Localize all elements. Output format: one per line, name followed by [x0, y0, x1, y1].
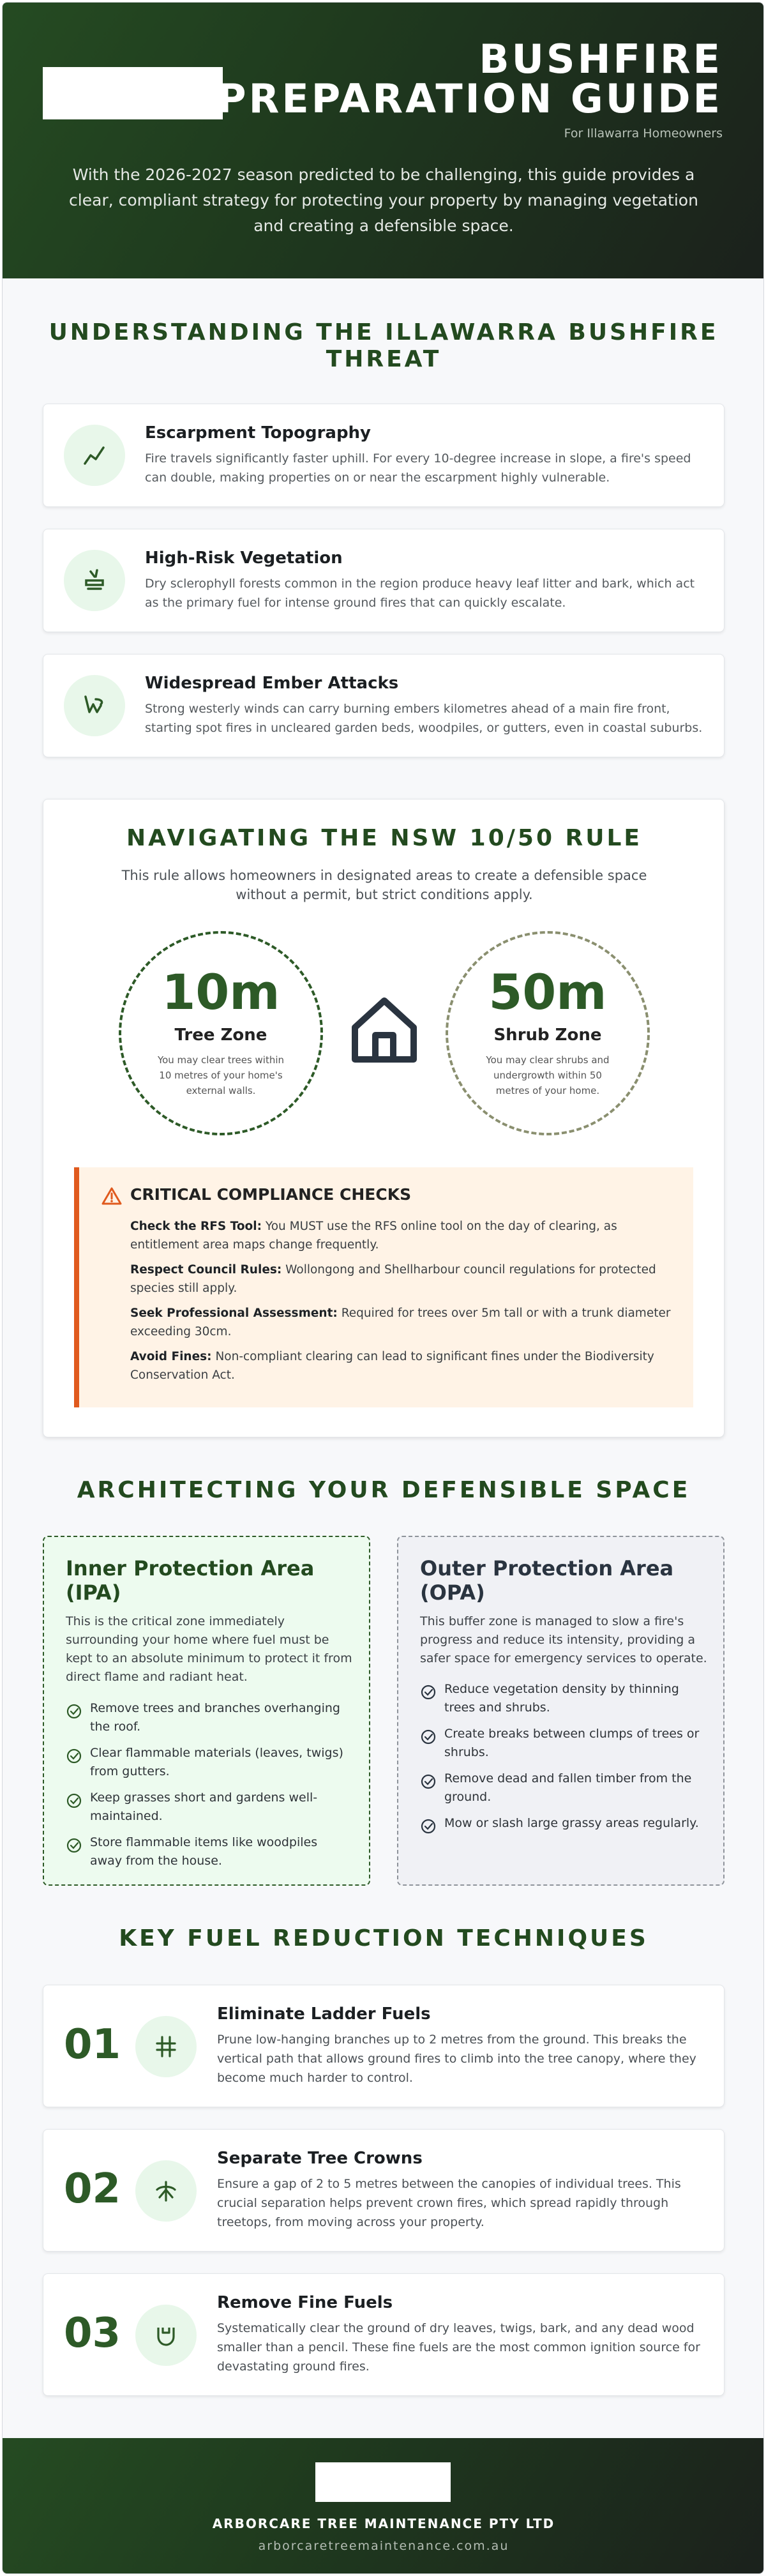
check-circle-icon	[420, 1773, 437, 1790]
plant-pot-icon	[64, 550, 125, 611]
ipa-description: This is the critical zone immediately surrounding your home where fuel must be kept to an absolute minimum to protect it from direct flame and radiant heat.	[66, 1614, 352, 1684]
threat-card-text: Strong westerly winds can carry burning embers kilometres ahead of a main fire front, starting spot fires in uncleared garden beds, woodpiles, or gutters, even in coastal suburbs.	[145, 702, 703, 735]
tree-split-icon	[135, 2160, 197, 2222]
technique-text: Ensure a gap of 2 to 5 metres between the canopies of individual trees. This crucial separation helps prevent crown fires, which spread rapidly through treetops, from moving across your property.	[217, 2177, 681, 2229]
ipa-title: Inner Protection Area (IPA)	[66, 1556, 315, 1605]
threat-card	[43, 404, 725, 507]
opa-list-item: Mow or slash large grassy areas regularly.	[444, 1816, 699, 1830]
techniques-section-title: KEY FUEL REDUCTION TECHNIQUES	[119, 1925, 649, 1951]
rule-intro: This rule allows homeowners in designated areas to create a defensible space without a permit, but strict conditions apply.	[121, 868, 647, 902]
opa-list-item: Remove dead and fallen timber from the ground.	[444, 1771, 692, 1804]
threat-card-text: Dry sclerophyll forests common in the region produce heavy leaf litter and bark, which act as the primary fuel for intense ground fires that can quickly escalate.	[145, 577, 695, 610]
threat-card	[43, 529, 725, 632]
bucket-icon	[135, 2305, 197, 2366]
defensible-section-title: ARCHITECTING YOUR DEFENSIBLE SPACE	[77, 1477, 691, 1503]
inner-protection-area	[43, 1536, 370, 1886]
tree-zone-name: Tree Zone	[174, 1026, 267, 1045]
ipa-list-item: Keep grasses short and gardens well-maintained.	[90, 1791, 318, 1823]
compliance-item-label: Avoid Fines:	[130, 1350, 212, 1363]
opa-list-item: Create breaks between clumps of trees or shrubs.	[444, 1727, 700, 1759]
compliance-item	[130, 1217, 679, 1254]
compliance-item	[130, 1347, 679, 1384]
compliance-item-label: Check the RFS Tool:	[130, 1220, 262, 1233]
ipa-list-item: Remove trees and branches overhanging the roof.	[90, 1701, 340, 1734]
shrub-zone-number: 50m	[488, 964, 607, 1020]
technique-text: Prune low-hanging branches up to 2 metres from the ground. This breaks the vertical path that allows ground fires to climb into the tree canopy, where they become much harder to control.	[217, 2033, 696, 2085]
check-circle-icon	[66, 1837, 82, 1854]
check-circle-icon	[66, 1703, 82, 1720]
company-logo	[43, 67, 223, 119]
check-circle-icon	[420, 1684, 437, 1701]
ipa-list-item: Clear flammable materials (leaves, twigs) from gutters.	[90, 1746, 343, 1778]
compliance-title: CRITICAL COMPLIANCE CHECKS	[130, 1185, 412, 1204]
footer-company-name: ARBORCARE TREE MAINTENANCE PTY LTD	[212, 2516, 555, 2531]
shrub-zone-desc: You may clear shrubs and undergrowth within 50 metres of your home.	[486, 1054, 610, 1096]
compliance-box	[74, 1167, 693, 1407]
footer-logo	[315, 2462, 451, 2502]
compliance-item-text: Wollongong and Shellharbour council regulations for protected species still apply.	[130, 1263, 656, 1295]
opa-description: This buffer zone is managed to slow a fire's progress and reduce its intensity, providing a safer space for emergency services to operate.	[420, 1614, 707, 1665]
tree-zone-desc: You may clear trees within 10 metres of your home's external walls.	[157, 1054, 285, 1096]
tree-zone-circle	[119, 931, 323, 1135]
check-circle-icon	[66, 1792, 82, 1809]
threat-card-text: Fire travels significantly faster uphill. For every 10-degree increase in slope, a fire's speed can double, making properties on or near the escarpment highly vulnerable.	[145, 451, 691, 485]
technique-card	[43, 2273, 725, 2396]
compliance-item-text: You MUST use the RFS online tool on the day of clearing, as entitlement area maps change frequently.	[130, 1220, 617, 1252]
compliance-item	[130, 1304, 679, 1341]
threat-section-title: UNDERSTANDING THE ILLAWARRA BUSHFIRE THREAT	[49, 319, 719, 372]
check-circle-icon	[420, 1729, 437, 1745]
wind-icon	[64, 675, 125, 736]
opa-list-item: Reduce vegetation density by thinning trees and shrubs.	[444, 1682, 679, 1715]
opa-title: Outer Protection Area (OPA)	[420, 1556, 674, 1605]
warning-icon	[101, 1186, 123, 1206]
technique-number: 01	[64, 2021, 121, 2068]
shrub-zone-name: Shrub Zone	[493, 1026, 602, 1045]
check-circle-icon	[66, 1748, 82, 1764]
technique-title: Separate Tree Crowns	[217, 2149, 423, 2168]
hero-header	[3, 3, 764, 278]
technique-card	[43, 2129, 725, 2252]
page-subtitle: For Illawarra Homeowners	[564, 126, 723, 140]
rule-section-title: NAVIGATING THE NSW 10/50 RULE	[126, 825, 643, 851]
ipa-list-item: Store flammable items like woodpiles away from the house.	[90, 1835, 318, 1868]
technique-title: Remove Fine Fuels	[217, 2293, 393, 2312]
house-icon	[346, 992, 423, 1068]
intro-description: With the 2026-2027 season predicted to be challenging, this guide provides a clear, compliant strategy for protecting your property by managing vegetation and creating a defensible space.	[69, 165, 698, 235]
check-circle-icon	[420, 1818, 437, 1835]
shrub-zone-circle	[446, 931, 650, 1135]
title-line-2: PREPARATION GUIDE	[217, 75, 723, 122]
threat-card-title: Widespread Ember Attacks	[145, 674, 399, 693]
threat-card-title: Escarpment Topography	[145, 423, 372, 443]
title-line-1: BUSHFIRE	[479, 36, 723, 82]
page-title	[217, 36, 723, 122]
page-footer	[3, 2438, 764, 2574]
outer-protection-area	[397, 1536, 725, 1886]
compliance-item-label: Seek Professional Assessment:	[130, 1307, 338, 1320]
footer-website-link[interactable]: arborcaretreemaintenance.com.au	[258, 2539, 509, 2553]
page-frame	[2, 2, 764, 2574]
tree-zone-number: 10m	[161, 964, 280, 1020]
compliance-item-text: Required for trees over 5m tall or with a trunk diameter exceeding 30cm.	[130, 1307, 671, 1338]
trend-up-icon	[64, 425, 125, 486]
technique-number: 03	[64, 2310, 121, 2357]
technique-number: 02	[64, 2165, 121, 2213]
compliance-item-text: Non-compliant clearing can lead to significant fines under the Biodiversity Conservation Act.	[130, 1350, 654, 1382]
technique-title: Eliminate Ladder Fuels	[217, 2004, 431, 2024]
threat-card-title: High-Risk Vegetation	[145, 549, 343, 568]
compliance-item	[130, 1261, 679, 1298]
technique-text: Systematically clear the ground of dry leaves, twigs, bark, and any dead wood smaller than a pencil. These fine fuels are the most common ignition source for devastating ground fires.	[217, 2321, 700, 2374]
threat-card	[43, 654, 725, 757]
ladder-icon	[135, 2016, 197, 2077]
technique-card	[43, 1985, 725, 2107]
rule-section	[43, 799, 725, 1437]
compliance-item-label: Respect Council Rules:	[130, 1263, 282, 1277]
